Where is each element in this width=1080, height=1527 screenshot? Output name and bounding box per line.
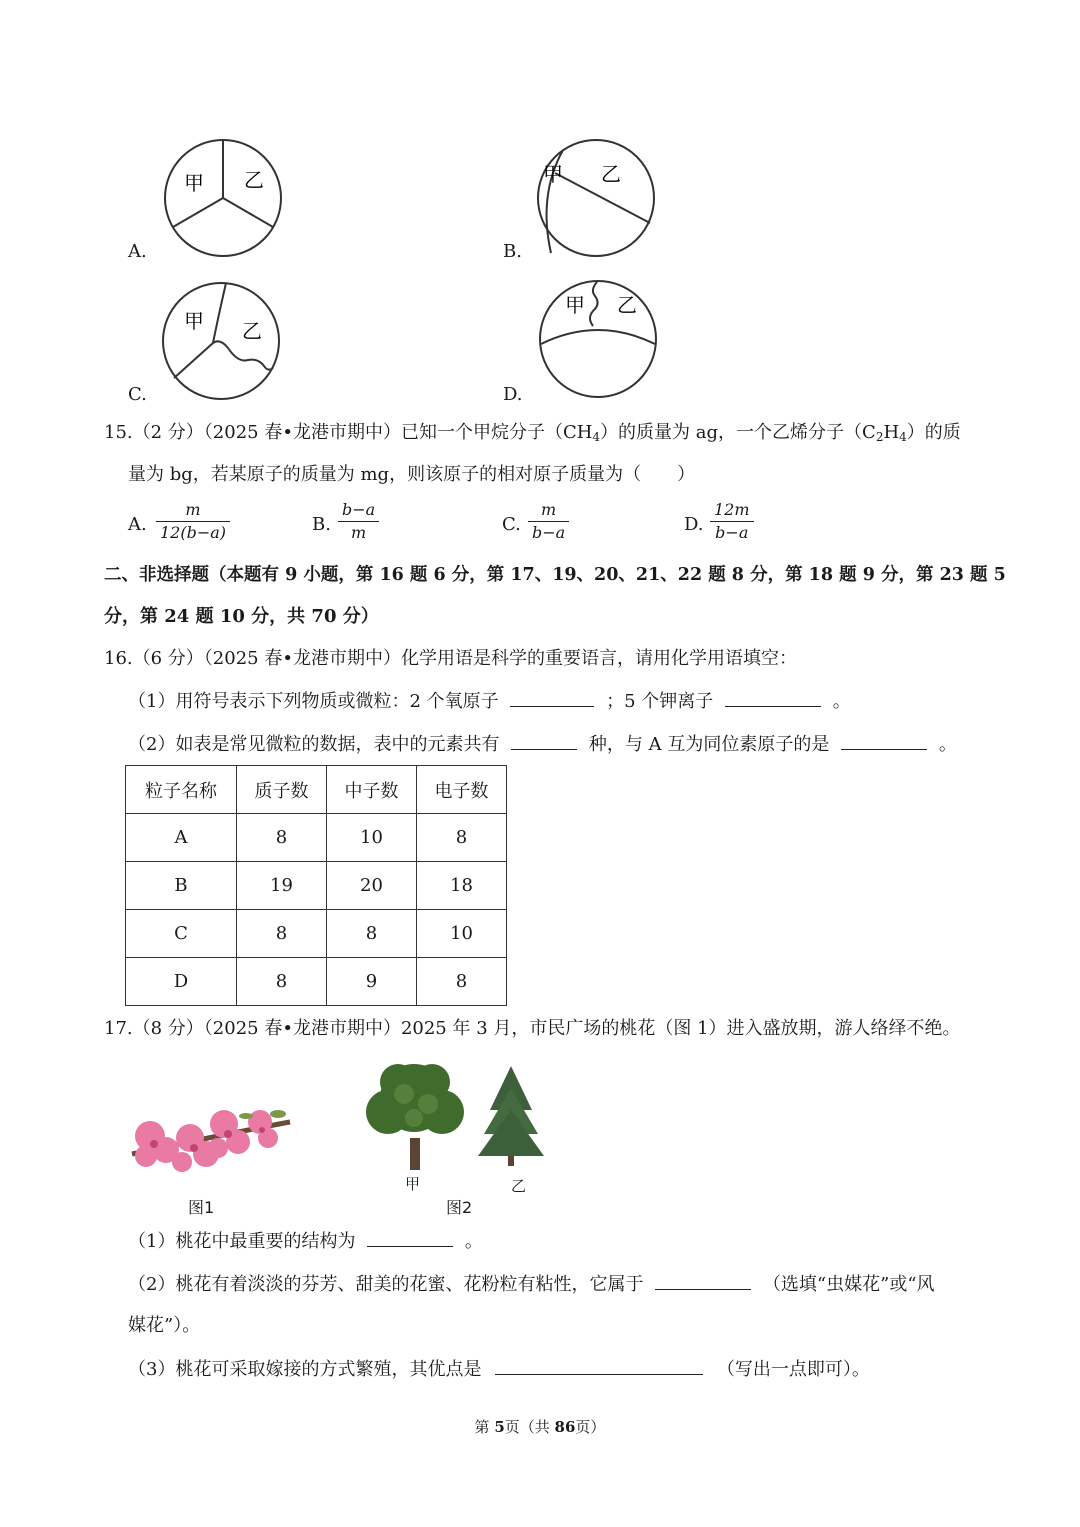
q15-option-a-fraction: m 12(b−a) <box>156 499 230 544</box>
q16-blank-isotope[interactable] <box>841 731 927 750</box>
table-header-row <box>126 766 507 814</box>
table-cell: 8 <box>417 958 507 1006</box>
fig1-caption: 图1 <box>188 1198 215 1217</box>
q17-blank-structure[interactable] <box>367 1228 453 1247</box>
option-a-diagram <box>160 135 286 261</box>
table-header: 电子数 <box>417 766 507 814</box>
q16-part1: （1）用符号表示下列物质或微粒：2 个氧原子 ；5 个钾离子 。 <box>128 688 851 715</box>
page-footer: 第 5页（共 86页） <box>474 1418 606 1436</box>
table-cell: 8 <box>327 910 417 958</box>
option-d-diagram <box>535 276 661 402</box>
option-c-diagram <box>158 278 284 404</box>
table-cell: 8 <box>237 814 327 862</box>
table-cell: 8 <box>237 958 327 1006</box>
option-d-label: D. <box>503 384 523 405</box>
q16-part2: （2）如表是常见微粒的数据，表中的元素共有 种，与 A 互为同位素原子的是 。 <box>128 731 957 758</box>
q16-blank-oxygen[interactable] <box>510 688 594 707</box>
q16-title: 16.（6 分）（2025 春•龙港市期中）化学用语是科学的重要语言，请用化学用语填空： <box>104 648 797 669</box>
table-row <box>126 958 507 1006</box>
q16-blank-potassium[interactable] <box>725 688 821 707</box>
table-row <box>126 814 507 862</box>
q17-part3: （3）桃花可采取嫁接的方式繁殖，其优点是 （写出一点即可）。 <box>128 1356 870 1383</box>
section2-line1: 二、非选择题（本题有 9 小题，第 16 题 6 分，第 17、19、20、21、22 题 8 分，第 18 题 9 分，第 23 题 5 <box>104 565 1006 585</box>
q15-line2: 量为 bg，若某原子的质量为 mg，则该原子的相对原子质量为（ ） <box>128 464 696 485</box>
q15-option-c-label: C. <box>502 514 521 535</box>
table-cell: 19 <box>237 862 327 910</box>
option-a-jia: 甲 <box>184 171 204 195</box>
option-c-jia: 甲 <box>184 309 204 333</box>
table-cell: 8 <box>237 910 327 958</box>
table-cell: 10 <box>417 910 507 958</box>
option-d-jia: 甲 <box>565 293 585 317</box>
table-header: 中子数 <box>327 766 417 814</box>
table-cell: 20 <box>327 862 417 910</box>
q15-option-b-fraction: b−a m <box>338 499 379 544</box>
table-cell: 8 <box>417 814 507 862</box>
option-b-label: B. <box>503 241 522 262</box>
q15-option-a-label: A. <box>128 514 147 535</box>
q17-blank-advantage[interactable] <box>495 1356 703 1375</box>
option-c-yi: 乙 <box>242 319 262 343</box>
option-c-label: C. <box>128 384 147 405</box>
q17-part2-line1: （2）桃花有着淡淡的芬芳、甜美的花蜜、花粉粒有粘性，它属于 （选填“虫媒花”或“风 <box>128 1271 935 1298</box>
table-cell: D <box>126 958 237 1006</box>
option-d-yi: 乙 <box>617 293 637 317</box>
option-b-jia: 甲 <box>543 162 563 186</box>
table-cell: C <box>126 910 237 958</box>
table-cell: B <box>126 862 237 910</box>
trees-image <box>358 1058 558 1178</box>
q17-title: 17.（8 分）（2025 春•龙港市期中）2025 年 3 月，市民广场的桃花（图 1）进入盛放期，游人络绎不绝。 <box>104 1018 961 1039</box>
q15-option-b-label: B. <box>312 514 331 535</box>
option-a-yi: 乙 <box>244 168 264 192</box>
q15-option-c-fraction: m b−a <box>528 499 569 544</box>
table-cell: 9 <box>327 958 417 1006</box>
table-cell: A <box>126 814 237 862</box>
table-row <box>126 910 507 958</box>
q15-line1: 15.（2 分）（2025 春•龙港市期中）已知一个甲烷分子$(CH_4)$的质量为 ag，一个乙烯分子$(C_2H_4)$的质 <box>104 422 961 444</box>
option-b-diagram <box>533 135 659 261</box>
q15-option-d-fraction: 12m b−a <box>710 499 754 544</box>
q17-blank-pollination[interactable] <box>655 1271 751 1290</box>
option-a-label: A. <box>128 241 147 262</box>
q15-option-d-label: D. <box>684 514 704 535</box>
table-header: 粒子名称 <box>126 766 237 814</box>
tree-b-label: 乙 <box>511 1177 527 1195</box>
table-cell: 18 <box>417 862 507 910</box>
section2-line2: 分，第 24 题 10 分，共 70 分） <box>104 606 379 627</box>
tree-a-label: 甲 <box>405 1175 421 1193</box>
q16-blank-elements[interactable] <box>511 731 577 750</box>
q17-part2-line2: 媒花”）。 <box>128 1315 201 1336</box>
table-cell: 10 <box>327 814 417 862</box>
table-row <box>126 862 507 910</box>
q17-part1: （1）桃花中最重要的结构为 。 <box>128 1228 483 1255</box>
particle-table <box>125 765 507 1006</box>
option-b-yi: 乙 <box>601 162 621 186</box>
fig2-caption: 图2 <box>446 1198 473 1217</box>
peach-blossom-image <box>128 1092 294 1182</box>
table-header: 质子数 <box>237 766 327 814</box>
